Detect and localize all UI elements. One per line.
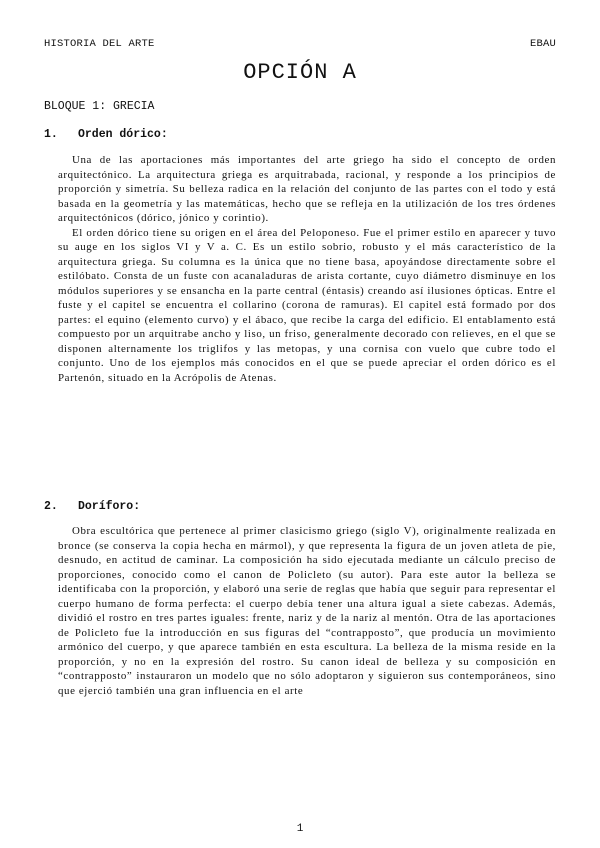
- section-2-heading: [44, 500, 140, 513]
- header-subject: HISTORIA DEL ARTE: [44, 38, 155, 50]
- page-title: OPCIÓN A: [243, 60, 357, 85]
- page-header: [44, 38, 556, 52]
- section-1-number: 1.: [44, 128, 58, 141]
- section-2-body: [58, 524, 556, 698]
- header-exam: EBAU: [529, 38, 556, 50]
- section-2-paragraph-1: Obra escultórica que pertenece al primer clasicismo griego (siglo V), originalmente realizada en bronce (se conserva la copia hecha en mármol), y que representa la figura de un joven atleta de pie, desnudo, en actitud de caminar. La composición ha sido ejecutada mediante un cálculo preciso de proporciones, conocido como el canon de Policleto (su autor). Para este autor la belleza se identificaba con la proporción, y elaboró una serie de reglas que había que seguir para representar el cuerpo humano de forma perfecta: el cuerpo debía tener una altura igual a siete cabezas. Además, dividió el rostro en tres partes iguales: frente, nariz y de la nariz al mentón. Otra de las aportaciones de Policleto fue la introducción en sus figuras del “contrapposto”, que producía un movimiento armónico del cuerpo, y que aparece también en esta escultura. La belleza de la misma reside en la proporción, y no en la expresión del rostro. Su canon ideal de belleza y su composición en “contrapposto” instauraron un modelo que no sólo adoptaron y siguieron sus contemporáneos, sino que ejerció también una gran influencia en el arte: [58, 525, 556, 697]
- page-number: 1: [296, 823, 304, 835]
- section-1-paragraph-2: El orden dórico tiene su origen en el área del Peloponeso. Fue el primer estilo en aparecer y tuvo su auge en los siglos VI y V a. C. Es un estilo sobrio, robusto y el más característico de la arquitectura griega. Su columna es la única que no tiene basa, apoyándose directamente sobre el estilóbato. Consta de un fuste con acanaladuras de arista cortante, cuyo diámetro disminuye en los módulos superiores y se ensancha en la parte central (éntasis) creando así ilusiones ópticas. Entre el fuste y el capitel se encuentra el collarino (corona de ramuras). El capitel está formado por dos partes: el equino (elemento curvo) y el ábaco, que recibe la carga del edificio. El entablamento está compuesto por un arquitrabe ancho y liso, un friso, generalmente decorado con relieves, en el que se disponen alternamente los triglifos y las metopas, y una cornisa con vuelo que cubre todo el conjunto. Uno de los ejemplos más conocidos en el que se puede apreciar el orden dórico es el Partenón, situado en la Acrópolis de Atenas.: [58, 226, 556, 384]
- section-1-paragraph-1: Una de las aportaciones más importantes del arte griego ha sido el concepto de orden arquitectónico. La arquitectura griega es arquitrabada, racional, y responde a los principios de proporción y simetría. Su belleza radica en la relación del conjunto de las partes con el todo y está basada en la geometría y las matemáticas, hecho que se refleja en la utilización de los tres órdenes arquitectónicos (dórico, jónico y corintio).: [58, 154, 556, 224]
- section-1-body: [58, 153, 556, 385]
- section-1-title: Orden dórico:: [78, 128, 168, 141]
- section-1-heading: [44, 128, 168, 141]
- section-2-number: 2.: [44, 500, 58, 513]
- block-title: BLOQUE 1: GRECIA: [44, 100, 155, 113]
- section-2-title: Doríforo:: [78, 500, 141, 513]
